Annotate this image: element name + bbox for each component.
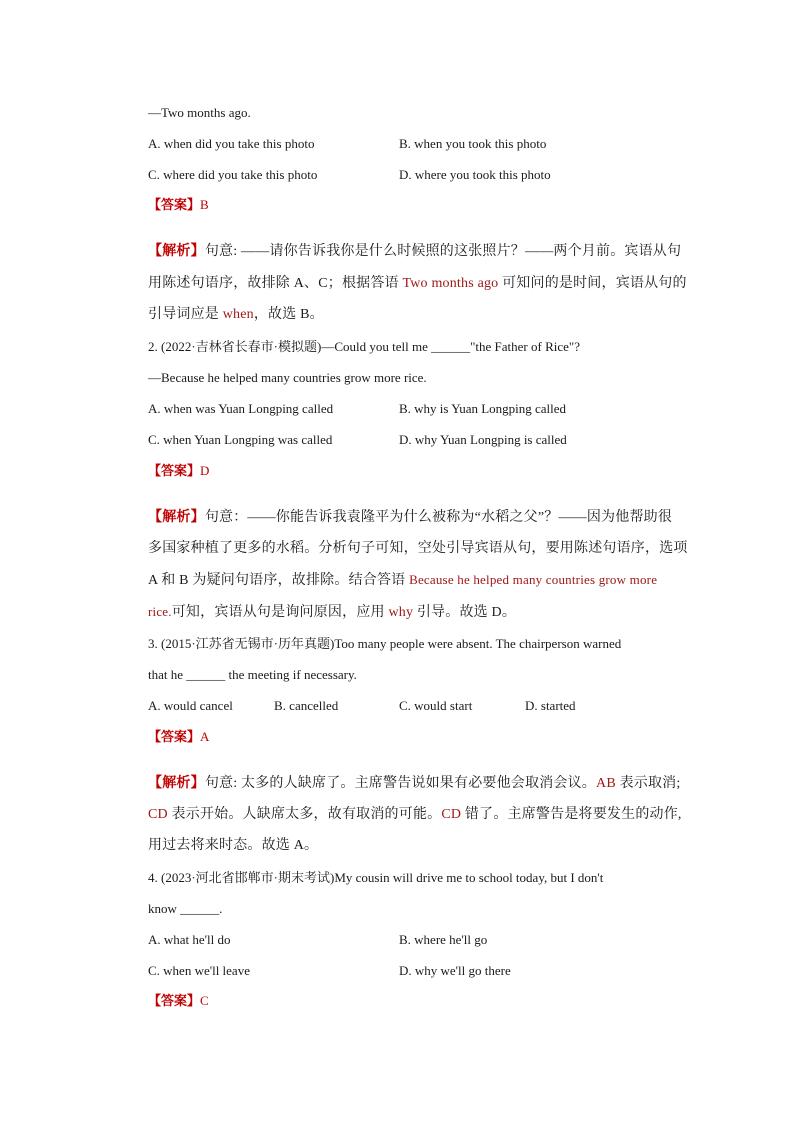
q4-stem-line-1: 4. (2023·河北省邯郸市·期末考试)My cousin will drive me to school today, but I don't (148, 870, 604, 885)
q4-answer (148, 992, 209, 1010)
answer-label: 【答案】 (148, 729, 201, 744)
q1-analysis-line-1 (148, 243, 681, 261)
answer-label: 【答案】 (148, 463, 201, 478)
q4-option-a: A. what he'll do (148, 932, 231, 947)
analysis-text: 引导词应是 (148, 307, 223, 322)
analysis-text: 错了。主席警告是将要发生的动作, (461, 807, 682, 822)
analysis-text: 可知，宾语从句是询问原因，应用 (171, 605, 389, 620)
analysis-highlight: CD (148, 807, 168, 822)
analysis-highlight: why (388, 605, 414, 620)
q3-option-b: B. cancelled (274, 698, 339, 713)
q3-analysis-line-2 (148, 806, 682, 824)
q1-option-c: C. where did you take this photo (148, 167, 318, 182)
analysis-label: 【解析】 (148, 244, 205, 259)
q4-stem-line-2: know ______. (148, 901, 223, 916)
q2-reply: —Because he helped many countries grow more rice. (148, 370, 427, 385)
analysis-highlight: CD (441, 807, 462, 822)
q4-option-c: C. when we'll leave (148, 963, 250, 978)
analysis-text: 表示开始。人缺席太多，故有取消的可能。 (167, 807, 442, 822)
q1-analysis-line-2 (148, 275, 687, 293)
q3-stem-line-1: 3. (2015·江苏省无锡市·历年真题)Too many people were absent. The chairperson warned (148, 636, 622, 651)
analysis-text: 句意: 太多的人缺席了。主席警告说如果有必要他会取消会议。 (204, 776, 597, 791)
answer-label: 【答案】 (148, 993, 201, 1008)
analysis-highlight: Because he helped many countries grow more (409, 572, 658, 587)
q3-option-c: C. would start (399, 698, 473, 713)
analysis-highlight: Two months ago (402, 276, 499, 291)
analysis-label: 【解析】 (148, 776, 205, 791)
analysis-text: 用陈述句语序，故排除 A、C；根据答语 (148, 276, 403, 291)
q1-option-d: D. where you took this photo (399, 167, 551, 182)
analysis-label: 【解析】 (148, 510, 205, 525)
q2-option-d: D. why Yuan Longping is called (399, 432, 567, 447)
q1-reply: —Two months ago. (148, 105, 251, 120)
q2-option-c: C. when Yuan Longping was called (148, 432, 333, 447)
analysis-text: 表示取消; (615, 776, 681, 791)
q1-option-a: A. when did you take this photo (148, 136, 315, 151)
q2-analysis-line-1 (148, 509, 672, 527)
answer-value: A (200, 729, 210, 744)
q3-option-d: D. started (525, 698, 576, 713)
analysis-text: 句意：——你能告诉我袁隆平为什么被称为“水稻之父”？——因为他帮助很 (204, 510, 673, 525)
q3-answer (148, 728, 209, 746)
q2-analysis-line-4 (148, 603, 516, 622)
analysis-text: 句意: ——请你告诉我你是什么时候照的这张照片？——两个月前。宾语从句 (204, 244, 682, 259)
answer-label: 【答案】 (148, 197, 201, 212)
q2-answer (148, 462, 209, 480)
q2-analysis-line-2: 多国家种植了更多的水稻。分析句子可知，空处引导宾语从句，要用陈述句语序，选项 (148, 541, 688, 556)
answer-value: D (200, 463, 210, 478)
q3-option-a: A. would cancel (148, 698, 233, 713)
q3-analysis-line-3: 用过去将来时态。故选 A。 (148, 838, 319, 853)
q3-analysis-line-1 (148, 775, 680, 793)
analysis-highlight: when (222, 307, 254, 322)
analysis-text: 引导。故选 D。 (413, 605, 517, 620)
analysis-text: A 和 B 为疑问句语序，故排除。结合答语 (148, 573, 410, 588)
q2-stem: 2. (2022·吉林省长春市·模拟题)—Could you tell me ______"the Father of Rice"? (148, 339, 580, 354)
q3-stem-line-2: that he ______ the meeting if necessary. (148, 667, 357, 682)
q1-answer (148, 196, 209, 214)
q2-analysis-line-3 (148, 571, 657, 590)
q2-option-b: B. why is Yuan Longping called (399, 401, 567, 416)
answer-value: B (200, 197, 209, 212)
q4-option-d: D. why we'll go there (399, 963, 511, 978)
answer-value: C (200, 993, 209, 1008)
q2-option-a: A. when was Yuan Longping called (148, 401, 334, 416)
q1-option-b: B. when you took this photo (399, 136, 547, 151)
analysis-highlight: AB (596, 776, 616, 791)
analysis-text: ，故选 B。 (253, 307, 324, 322)
q4-option-b: B. where he'll go (399, 932, 488, 947)
q1-analysis-line-3 (148, 306, 324, 324)
analysis-text: 可知问的是时间，宾语从句的 (498, 276, 687, 291)
analysis-highlight: rice. (148, 604, 172, 619)
